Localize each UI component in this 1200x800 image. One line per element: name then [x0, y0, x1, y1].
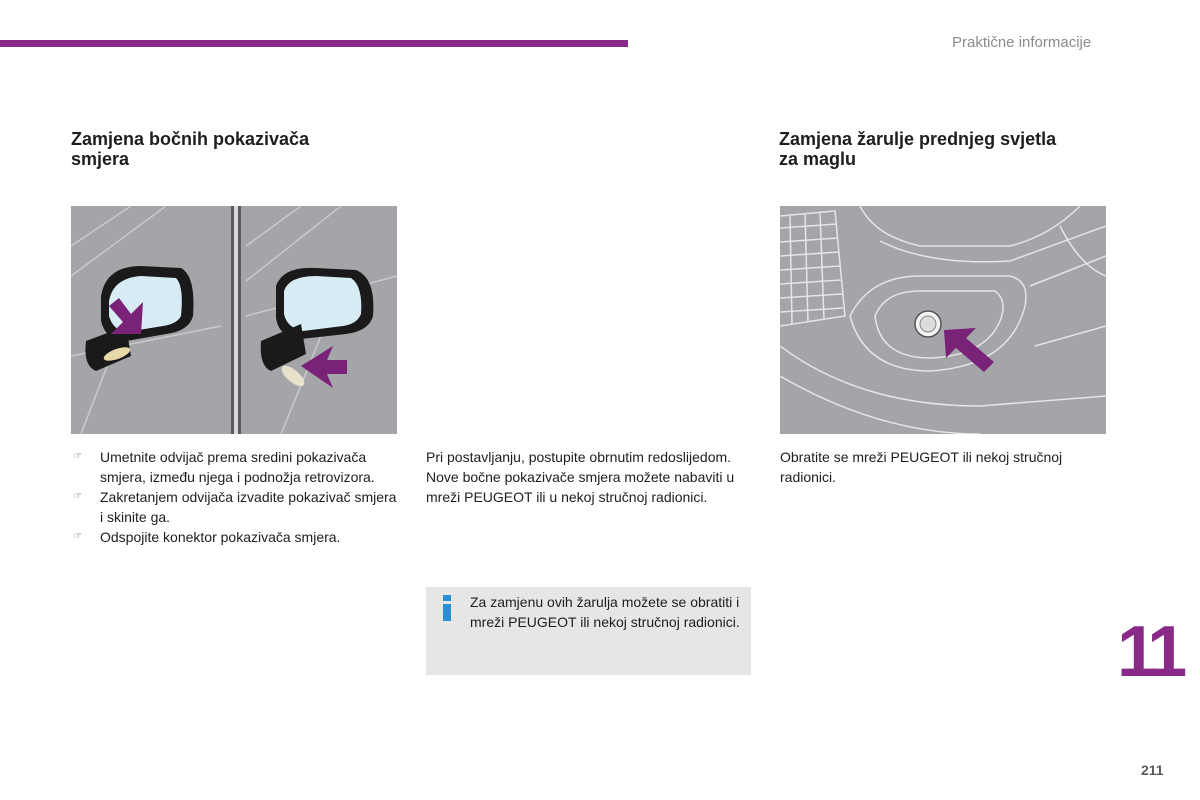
left-heading-line2: smjera [71, 149, 130, 169]
middle-text-block [426, 447, 746, 507]
pointing-hand-icon: ☞ [73, 491, 82, 502]
header-accent-bar [0, 40, 628, 47]
right-heading-line2: za maglu [779, 149, 857, 169]
pointing-hand-icon: ☞ [73, 451, 82, 462]
instruction-list [71, 447, 401, 547]
mirror-indicator-illustration [71, 206, 397, 434]
fog-light-illustration [780, 206, 1106, 434]
purchase-paragraph: Nove bočne pokazivače smjera možete nabaviti u mreži PEUGEOT ili u nekoj stručnoj radionici. [426, 469, 735, 505]
page-number: 211 [1141, 762, 1164, 778]
list-item: ☞ Zakretanjem odvijača izvadite pokazivač smjera i skinite ga. [73, 489, 397, 525]
list-item: ☞ Odspojite konektor pokazivača smjera. [73, 529, 341, 545]
left-section-heading [71, 129, 391, 169]
chapter-number: 11 [1117, 612, 1182, 692]
left-bullet-list-container [71, 447, 401, 547]
reassembly-paragraph: Pri postavljanju, postupite obrnutim redoslijedom. [426, 449, 732, 465]
left-heading-line1: Zamjena bočnih pokazivača [71, 129, 310, 149]
info-text: Za zamjenu ovih žarulja možete se obratiti i mreži PEUGEOT ili nekoj stručnoj radionici. [470, 594, 740, 630]
section-title: Praktične informacije [952, 34, 1092, 51]
right-text-block [780, 447, 1100, 487]
list-item: ☞ Umetnite odvijač prema sredini pokazivača smjera, između njega i podnožja retrovizora. [73, 449, 375, 485]
fog-light-paragraph: Obratite se mreži PEUGEOT ili nekoj stručnoj radionici. [780, 449, 1063, 485]
info-box [426, 587, 751, 675]
info-icon [440, 595, 454, 621]
pointing-hand-icon: ☞ [73, 531, 82, 542]
right-section-heading [779, 129, 1119, 169]
right-heading-line1: Zamjena žarulje prednjeg svjetla [779, 129, 1057, 149]
